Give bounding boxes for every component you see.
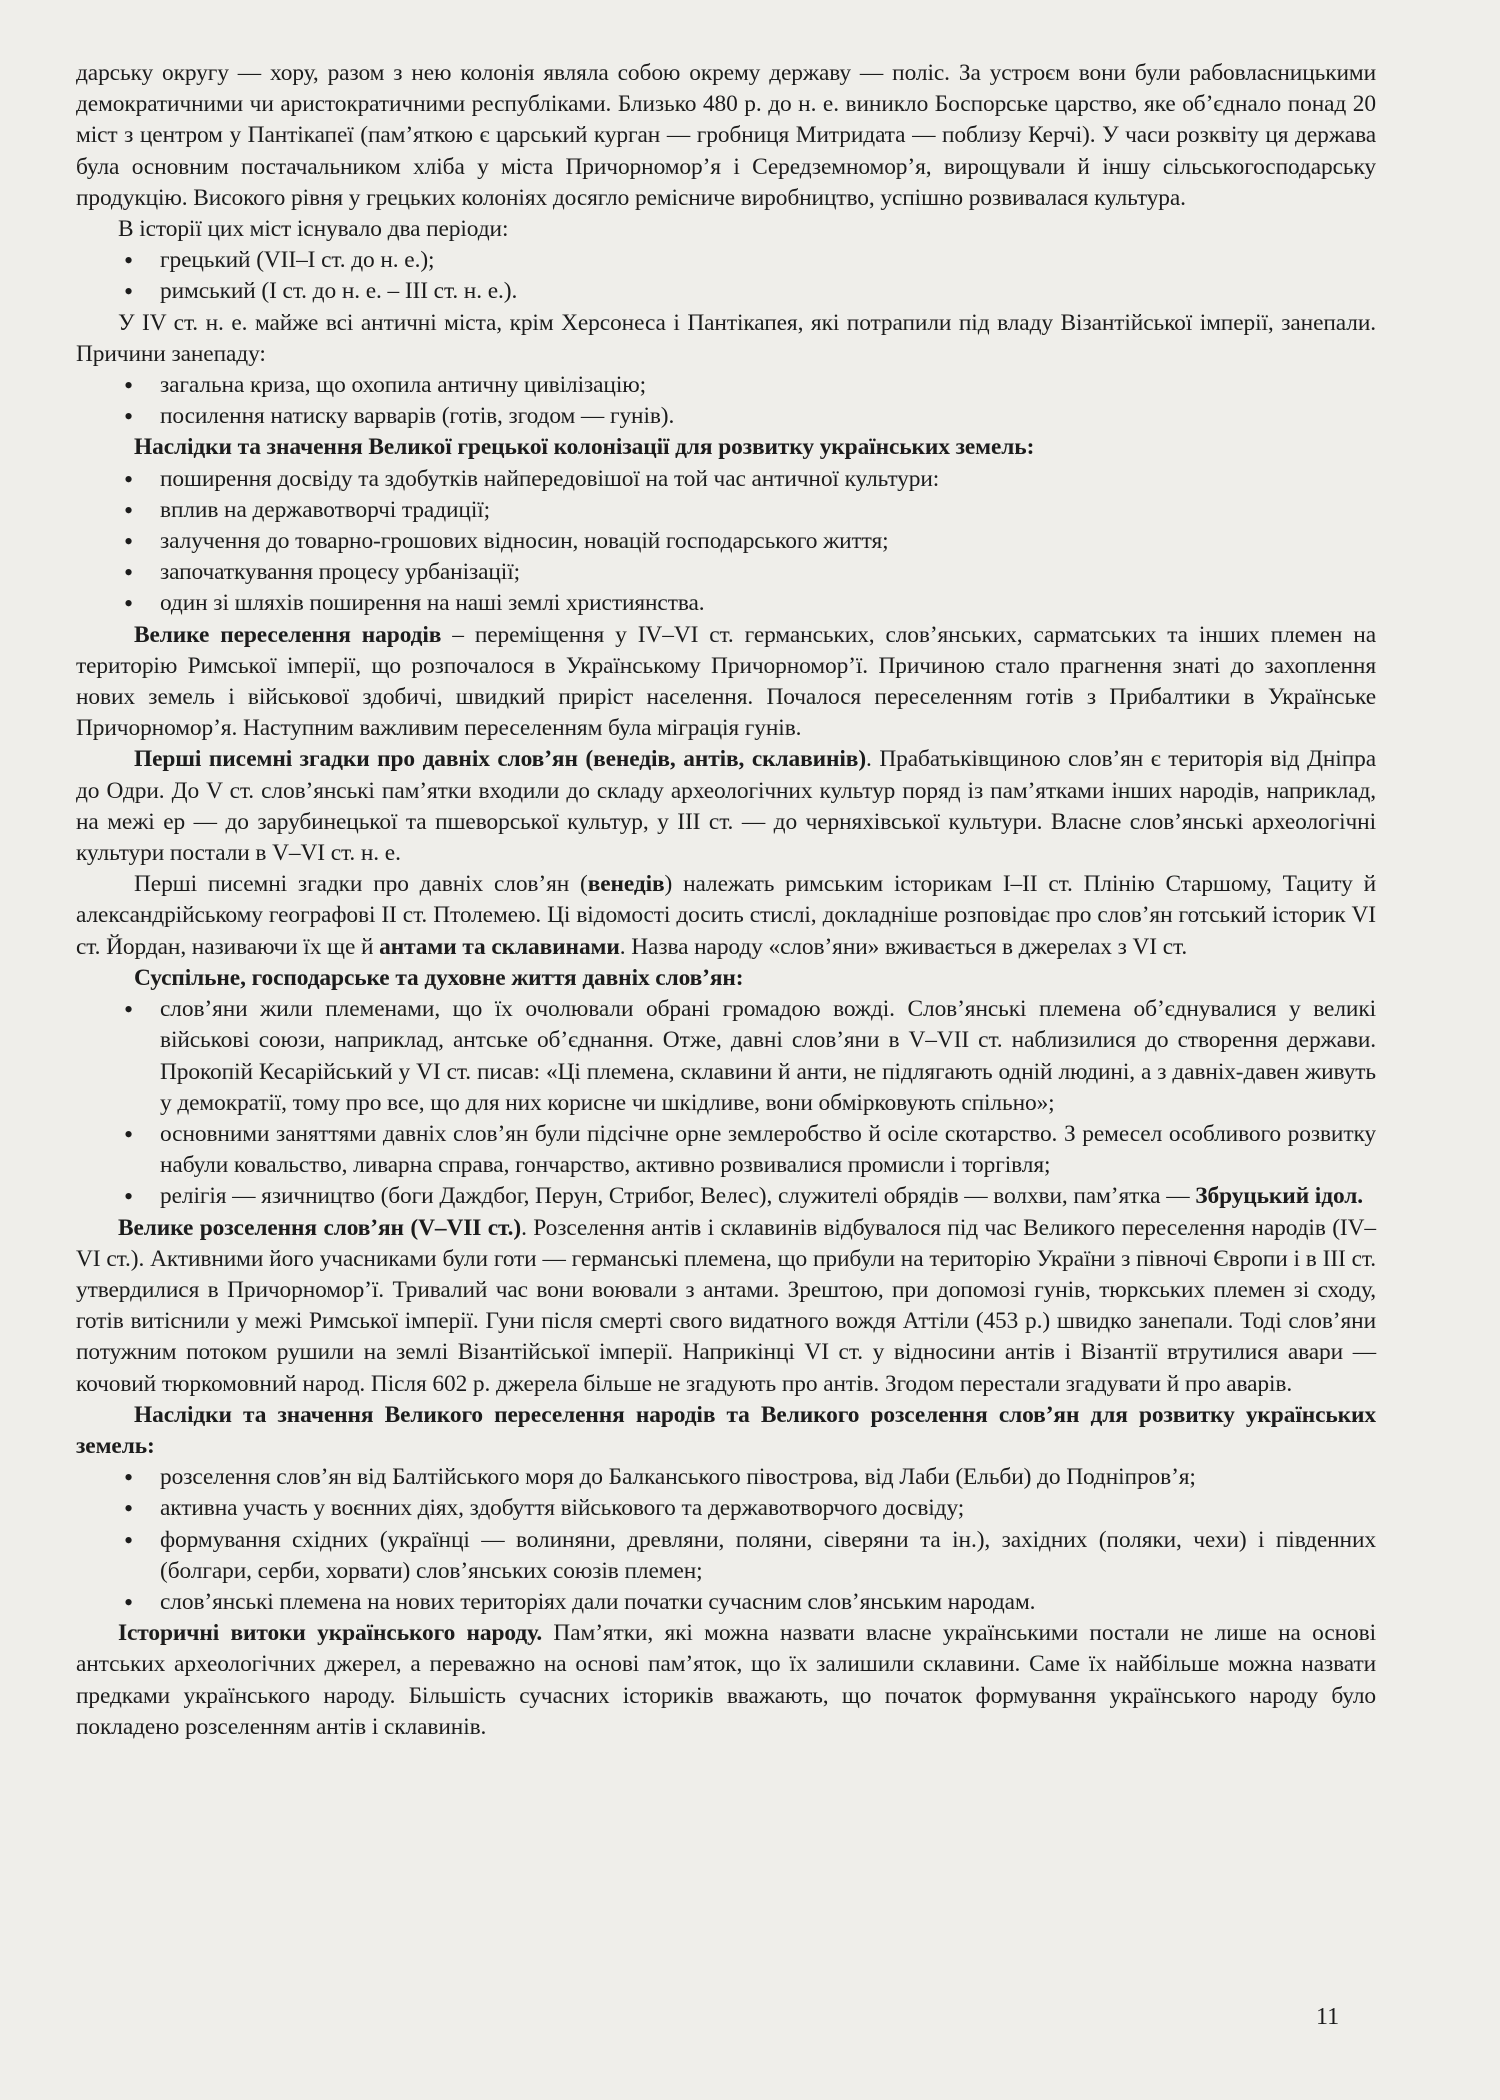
list-item: • розселення слов’ян від Балтійського моря до Балканського півострова, від Лаби (Ельби) до Подніпров’я; (76, 1462, 1376, 1493)
colonization-effects-list (76, 464, 1376, 620)
paragraph-first-mentions: Перші писемні згадки про давніх слов’ян (венедів, антів, склавинів). Прабатьківщиною слов’ян є територія від Дніпра до Одри. До V ст. слов’янські пам’ятки входили до складу археологічних культур поряд із пам’ятками інших народів, наприклад, на межі ер — до зарубинецької та пшеворської культур, у III ст. — до черняхівської культури. Власне слов’янські археологічні культури постали в V–VI ст. н. е. (76, 746, 1376, 867)
list-item: • основними заняттями давніх слов’ян були підсічне орне землеробство й осіле скотарство. З ремесел особливого розвитку набули ковальство, ливарна справа, гончарство, активно розвивалися промисли і торгівля; (76, 1119, 1376, 1181)
paragraph-great-migration: Велике переселення народів – переміщення у IV–VI ст. германських, слов’янських, сарматських та інших племен на територію Римської імперії, що розпочалося в Українському Причорномор’ї. Причиною стало прагнення знаті до захоплення нових земель і військової здобичі, швидкий приріст населення. Почалося переселенням готів з Прибалтики в Українське Причорномор’я. Наступним важливим переселенням була міграція гунів. (76, 621, 1376, 742)
list-item: • посилення натиску варварів (готів, згодом — гунів). (76, 401, 1376, 432)
list-item: • слов’янські племена на нових територіях дали початки сучасним слов’янським народам. (76, 1587, 1376, 1618)
social-life-list (76, 994, 1376, 1212)
paragraph-great-settlement: Велике розселення слов’ян (V–VII ст.). Розселення антів і склавинів відбувалося під час Великого переселення народів (IV–VI ст.). Активними його учасниками були готи — германські племена, що прибули на територію України з півночі Європи і в III ст. утвердилися в Причорномор’ї. Тривалий час вони воювали з антами. Зрештою, при допомозі гунів, тюркських племен зі сходу, готів витіснили у межі Римської імперії. Гуни після смерті свого видатного вождя Аттіли (453 р.) швидко занепали. Тоді слов’яни потужним потоком рушили на землі Візантійської імперії. Наприкінці VI ст. у відносини антів і Візантії втрутилися авари — кочовий тюркомовний народ. Після 602 р. джерела більше не згадують про антів. Згодом перестали згадувати й про аварів. (76, 1214, 1376, 1397)
heading-colonization-effects: Наслідки та значення Великої грецької колонізації для розвитку українських земель: (134, 434, 1035, 461)
list-item: • вплив на державотворчі традиції; (76, 495, 1376, 526)
paragraph-decline: У IV ст. н. е. майже всі античні міста, крім Херсонеса і Пантікапея, які потрапили під владу Візантійської імперії, занепали. Причини занепаду: (76, 309, 1376, 367)
term-first-mentions: Перші писемні згадки про давніх слов’ян (венедів, антів, склавинів) (134, 746, 867, 773)
paragraph-historical-roots: Історичні витоки українського народу. Пам’ятки, які можна назвати власне українськими постали не лише на основі антських археологічних джерел, а переважно на основі пам’яток, що їх залишили склавини. Саме їх найбільше можна назвати предками українського народу. Більшість сучасних істориків вважають, що початок формування українського народу було покладено розселенням антів і склавинів. (76, 1620, 1376, 1740)
paragraph-polis: дарську округу — хору, разом з нею колонія являла собою окрему державу — поліс. За устроєм вони були рабовласницькими демократичними чи аристократичними республіками. Близько 480 р. до н. е. виникло Боспорське царство, яке об’єднало понад 20 міст з центром у Пантікапеї (пам’яткою є царський курган — гробниця Митридата — поблизу Керчі). У часи розквіту ця держава була основним постачальником хліба у міста Причорномор’я і Середземномор’я, вирощували й іншу сільськогосподарську продукцію. Високого рівня у грецьких колоніях досягло ремісниче виробництво, успішно розвивалася культура. (76, 60, 1376, 211)
heading-migration-effects: Наслідки та значення Великого переселення народів та Великого розселення слов’ян для розвитку українських земель: (76, 1401, 1376, 1459)
list-item: • грецький (VII–I ст. до н. е.); (76, 245, 1376, 276)
heading-social-life: Суспільне, господарське та духовне життя давніх слов’ян: (134, 964, 744, 991)
paragraph-periods-intro: В історії цих міст існувало два періоди: (118, 216, 509, 243)
periods-list (76, 245, 1376, 307)
list-item: • римський (I ст. до н. е. – III ст. н. е.). (76, 276, 1376, 307)
list-item: • активна участь у воєнних діях, здобуття військового та державотворчого досвіду; (76, 1493, 1376, 1524)
list-item: • загальна криза, що охопила античну цивілізацію; (76, 370, 1376, 401)
paragraph-venedy: Перші писемні згадки про давніх слов’ян (венедів) належать римським історикам I–II ст. Плінію Старшому, Тациту й александрійському географові II ст. Птолемею. Ці відомості досить стислі, докладніше розповідає про слов’ян готський історик VI ст. Йордан, називаючи їх ще й антами та склавинами. Назва народу «слов’яни» вживається в джерелах з VI ст. (76, 871, 1376, 960)
term-historical-roots: Історичні витоки українського народу. (118, 1620, 543, 1647)
list-item: • релігія — язичництво (боги Даждбог, Перун, Стрибог, Велес), служителі обрядів — волхви, пам’ятка — Збруцький ідол. (76, 1181, 1376, 1212)
term-great-settlement: Велике розселення слов’ян (V–VII ст.) (118, 1214, 522, 1241)
page-body (76, 58, 1376, 1743)
list-item: • залучення до товарно-грошових відносин, новацій господарського життя; (76, 526, 1376, 557)
list-item: • формування східних (українці — волиняни, древляни, поляни, сіверяни та ін.), західних (поляки, чехи) і південних (болгари, серби, хорвати) слов’янських союзів племен; (76, 1525, 1376, 1587)
list-item: • слов’яни жили племенами, що їх очолювали обрані громадою вожді. Слов’янські племена об’єднувалися у великі військові союзи, наприклад, антське об’єднання. Отже, давні слов’яни в V–VII ст. наблизилися до створення держави. Прокопій Кесарійський у VI ст. писав: «Ці племена, склавини й анти, не підлягають одній людині, а з давніх-давен живуть у демократії, тому про все, що для них корисне чи шкідливе, вони обмірковують спільно»; (76, 994, 1376, 1119)
migration-effects-list (76, 1462, 1376, 1618)
list-item: • поширення досвіду та здобутків найпередовішої на той час античної культури: (76, 464, 1376, 495)
list-item: • один зі шляхів поширення на наші землі християнства. (76, 588, 1376, 619)
decline-causes-list (76, 370, 1376, 432)
page-number: 11 (1316, 2004, 1340, 2030)
list-item: • започаткування процесу урбанізації; (76, 557, 1376, 588)
term-great-migration: Велике переселення народів (134, 621, 442, 648)
